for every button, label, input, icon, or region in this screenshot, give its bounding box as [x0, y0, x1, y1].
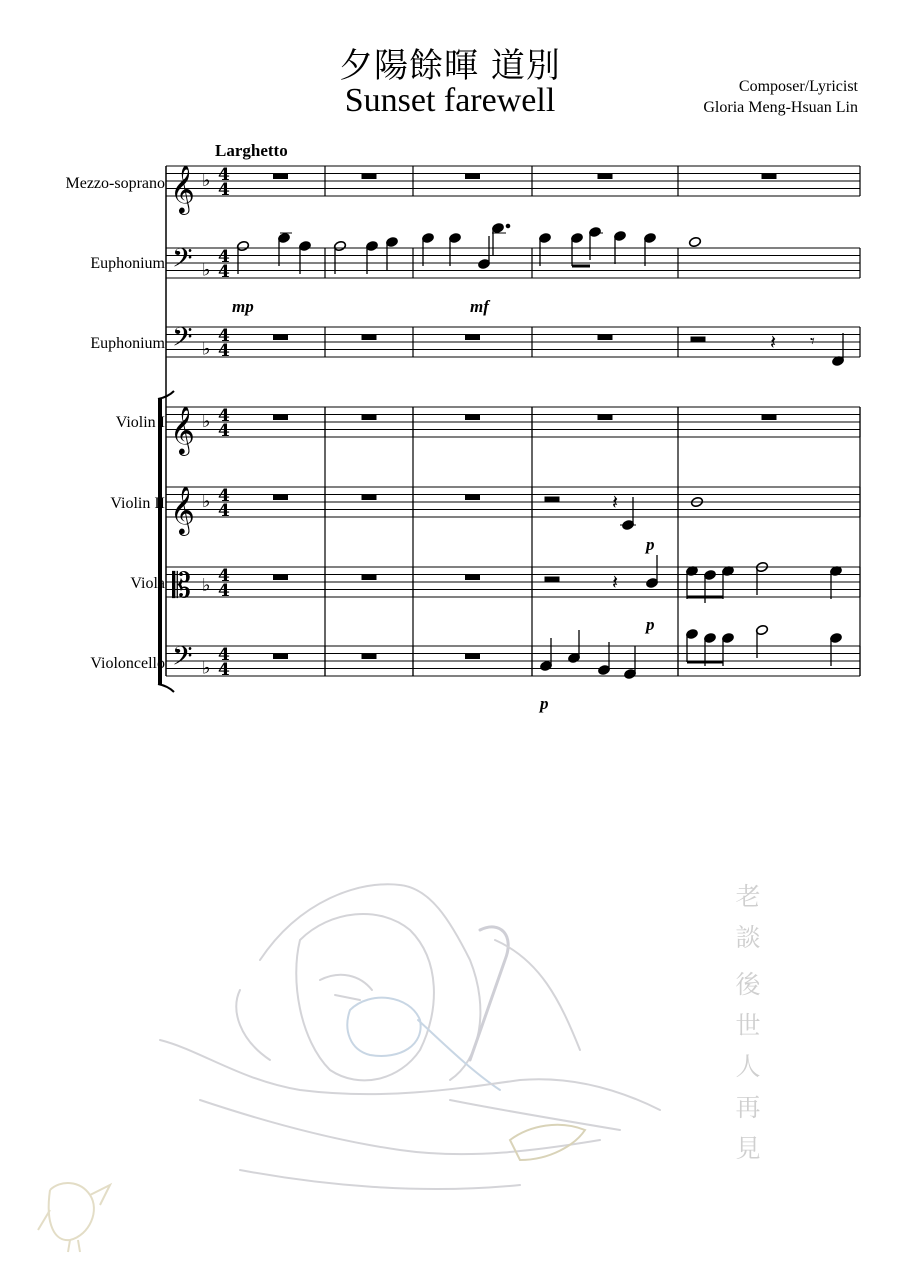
composer-role: Composer/Lyricist: [738, 78, 858, 95]
dynamic-p-violin2: p: [646, 535, 655, 554]
tempo-marking: Larghetto: [215, 141, 288, 160]
time-signature: 4: [218, 165, 230, 185]
treble-clef: 𝄞: [170, 485, 195, 534]
time-signature: 4: [218, 247, 230, 267]
time-signature: 4: [218, 341, 230, 361]
dynamic-p-viola: p: [646, 615, 655, 634]
dynamic-mf: mf: [470, 297, 489, 316]
instrument-label-euphonium-2: Euphonium: [90, 335, 165, 352]
time-signature: 4: [218, 645, 230, 665]
quarter-rest: 𝄽: [770, 330, 777, 354]
calligraphy-char: 後: [735, 970, 761, 999]
title-chinese: 夕陽餘暉 道別: [339, 46, 561, 86]
bass-clef: 𝄢: [172, 640, 193, 678]
title-english: Sunset farewell: [344, 82, 556, 119]
dynamic-p-cello: p: [540, 694, 549, 713]
bass-clef: 𝄢: [172, 321, 193, 359]
instrument-label-viola: Viola: [130, 575, 165, 592]
flat-key-signature: ♭: [202, 338, 211, 360]
flat-key-signature: ♭: [202, 411, 211, 432]
time-signature: 4: [218, 421, 230, 441]
calligraphy-char: 見: [735, 1134, 761, 1163]
instrument-label-mezzo: Mezzo-soprano: [65, 175, 165, 192]
calligraphy-char: 再: [735, 1093, 761, 1122]
alto-clef: 𝄡: [172, 566, 191, 606]
flat-key-signature: ♭: [202, 259, 211, 281]
calligraphy-char: 老: [735, 882, 761, 911]
composer-name: Gloria Meng-Hsuan Lin: [703, 99, 858, 116]
time-signature: 4: [218, 501, 230, 521]
treble-clef: 𝄞: [170, 405, 195, 454]
calligraphy-text: [728, 876, 768, 1169]
instrument-label-violin-1: Violin I: [115, 414, 165, 431]
instrument-label-cello: Violoncello: [90, 655, 165, 672]
instrument-label-euphonium-1: Euphonium: [90, 255, 165, 272]
calligraphy-char: 人: [735, 1052, 761, 1081]
treble-clef: 𝄞: [170, 164, 195, 213]
flat-key-signature: ♭: [202, 170, 211, 191]
flat-key-signature: ♭: [202, 657, 211, 679]
time-signature: 4: [218, 581, 230, 601]
time-signature: 4: [218, 406, 230, 426]
time-signature: 4: [218, 262, 230, 282]
dynamic-mp: mp: [232, 297, 254, 316]
instrument-label-violin-2: Violin II: [110, 495, 165, 512]
flat-key-signature: ♭: [202, 491, 211, 512]
calligraphy-char: 談: [735, 923, 761, 952]
quarter-rest: 𝄽: [612, 490, 619, 514]
time-signature: 4: [218, 326, 230, 346]
quarter-rest: 𝄽: [612, 570, 619, 594]
time-signature: 4: [218, 660, 230, 680]
bass-clef: 𝄢: [172, 242, 193, 280]
flat-key-signature: ♭: [202, 574, 211, 596]
time-signature: 4: [218, 566, 230, 586]
calligraphy-char: 世: [735, 1011, 761, 1040]
eighth-rest: 𝄾: [810, 331, 815, 352]
time-signature: 4: [218, 486, 230, 506]
time-signature: 4: [218, 180, 230, 200]
